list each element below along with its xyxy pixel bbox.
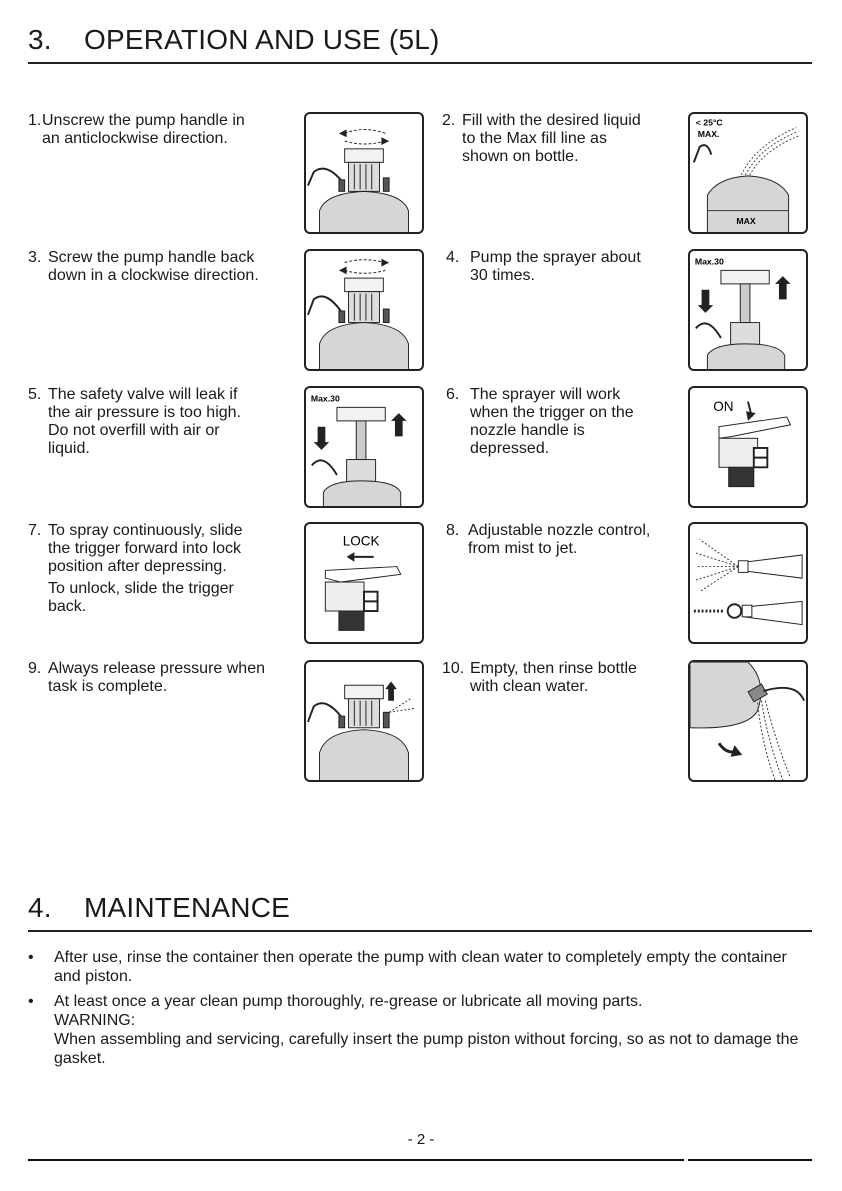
step-text: Pump the sprayer about 30 times. <box>470 249 641 284</box>
section-number: 3. <box>28 24 52 55</box>
pump-illustration <box>306 662 422 780</box>
figure-screw-handle <box>304 249 424 371</box>
figure-pump-sprayer <box>688 249 808 371</box>
list-item-text: After use, rinse the container then operate the pump with clean water to completely empty the container and piston. <box>54 949 787 985</box>
figure-empty-rinse <box>688 660 808 782</box>
figure-fill-bottle <box>688 112 808 234</box>
step-text: Fill with the desired liquid to the Max fill line as shown on bottle. <box>462 112 641 165</box>
section-4-heading <box>28 892 290 924</box>
step-number: 3. <box>28 249 42 266</box>
step-text: To spray continuously, slide the trigger forward into lock position after depressing. <box>48 522 243 575</box>
warning-label: WARNING: <box>54 1012 136 1029</box>
figure-release-pressure <box>304 660 424 782</box>
section-title: MAINTENANCE <box>84 892 290 923</box>
step-number: 1. <box>28 112 42 129</box>
footer-rule-right <box>688 1159 812 1161</box>
step-text: The sprayer will work when the trigger on the nozzle handle is depressed. <box>470 386 634 457</box>
nozzle-illustration <box>690 524 806 642</box>
figure-trigger-on <box>688 386 808 508</box>
step-text: Unscrew the pump handle in an anticlockwise direction. <box>42 112 245 147</box>
lock-label: LOCK <box>342 533 380 549</box>
step-number: 4. <box>446 249 460 266</box>
pump-illustration <box>306 114 422 232</box>
pump-illustration <box>306 251 422 369</box>
heading-rule <box>28 930 812 932</box>
max30-label: Max.30 <box>310 393 340 404</box>
step-number: 7. <box>28 522 42 539</box>
figure-unscrew-handle <box>304 112 424 234</box>
section-title: OPERATION AND USE (5L) <box>84 24 440 55</box>
pump-illustration <box>306 388 422 506</box>
trigger-illustration <box>690 388 806 506</box>
lock-illustration <box>306 524 422 642</box>
maintenance-list <box>28 948 812 1068</box>
section-3-heading <box>28 24 440 56</box>
step-text-unlock: To unlock, slide the trigger back. <box>48 580 234 615</box>
step-number: 5. <box>28 386 42 403</box>
max-fill-label: MAX <box>736 216 756 227</box>
list-item <box>28 948 812 986</box>
bullet-icon: • <box>28 993 34 1010</box>
on-label: ON <box>713 399 734 415</box>
step-number: 8. <box>446 522 460 539</box>
figure-trigger-lock <box>304 522 424 644</box>
step-text: Adjustable nozzle control, from mist to jet. <box>468 522 651 557</box>
warning-text: When assembling and servicing, carefully insert the pump piston without forcing, so as not to damage the gasket. <box>54 1031 799 1067</box>
step-number: 6. <box>446 386 460 403</box>
list-item <box>28 992 812 1011</box>
step-number: 2. <box>442 112 456 129</box>
section-number: 4. <box>28 892 52 923</box>
figure-nozzle-control <box>688 522 808 644</box>
max30-label: Max.30 <box>694 256 724 267</box>
max-label: MAX. <box>697 129 720 140</box>
footer-rule-left <box>28 1159 684 1161</box>
bullet-icon: • <box>28 949 34 966</box>
list-item-text: At least once a year clean pump thoroughly, re-grease or lubricate all moving parts. <box>54 993 643 1010</box>
step-text: Empty, then rinse bottle with clean water. <box>470 660 637 695</box>
step-text: The safety valve will leak if the air pressure is too high. Do not overfill with air or liquid. <box>48 386 241 457</box>
step-text: Always release pressure when task is complete. <box>48 660 265 695</box>
pump-illustration <box>690 251 806 369</box>
step-text: Screw the pump handle back down in a clockwise direction. <box>48 249 259 284</box>
rinse-illustration <box>690 662 806 780</box>
step-number: 10. <box>442 660 465 677</box>
step-number: 9. <box>28 660 42 677</box>
fill-illustration <box>690 114 806 232</box>
temp-label: < 25°C <box>695 117 723 128</box>
heading-rule <box>28 62 812 64</box>
page-number: - 2 - <box>407 1131 435 1148</box>
figure-safety-valve <box>304 386 424 508</box>
